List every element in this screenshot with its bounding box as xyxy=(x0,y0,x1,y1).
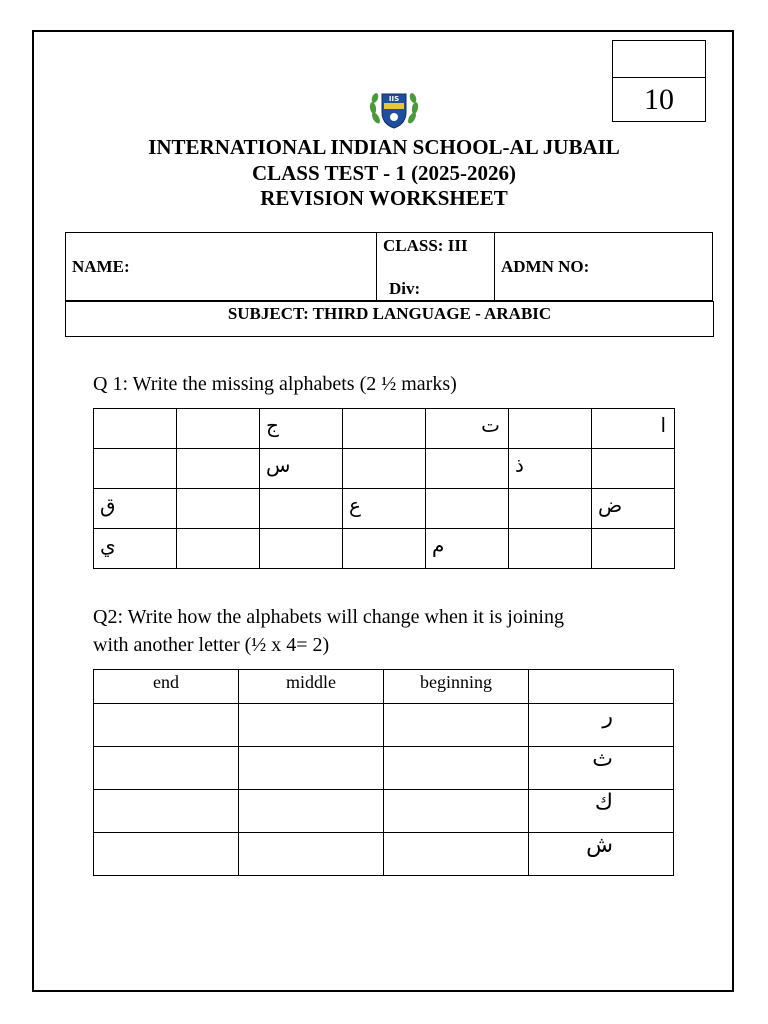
q2-answer-cell[interactable] xyxy=(384,747,529,790)
q2-answer-cell[interactable] xyxy=(239,790,384,833)
q1-row xyxy=(94,529,675,569)
q1-letter: ع xyxy=(349,493,361,517)
q1-cell[interactable] xyxy=(592,449,675,489)
q1-cell[interactable] xyxy=(94,529,177,569)
q1-letter: م xyxy=(432,533,445,557)
q2-row xyxy=(94,790,674,833)
q1-cell[interactable] xyxy=(260,449,343,489)
q1-cell[interactable] xyxy=(592,409,675,449)
q2-answer-cell[interactable] xyxy=(94,790,239,833)
q1-cell[interactable] xyxy=(343,449,426,489)
q1-cell[interactable] xyxy=(509,489,592,529)
q2-header-cell: beginning xyxy=(384,670,529,704)
q1-cell[interactable] xyxy=(177,489,260,529)
q1-letter: ت xyxy=(481,413,500,437)
name-cell xyxy=(66,233,377,301)
q2-header-row xyxy=(94,670,674,704)
q2-header-cell: middle xyxy=(239,670,384,704)
q2-answer-cell[interactable] xyxy=(94,747,239,790)
q1-cell[interactable] xyxy=(592,529,675,569)
q2-answer-cell[interactable] xyxy=(384,833,529,876)
q2-answer-cell[interactable] xyxy=(384,704,529,747)
admn-cell xyxy=(495,233,713,301)
q1-letter: ج xyxy=(266,413,279,437)
subject-row: SUBJECT: THIRD LANGUAGE - ARABIC xyxy=(65,301,714,337)
q2-text-line2: with another letter (½ x 4= 2) xyxy=(93,634,330,656)
q1-letter: ذ xyxy=(515,453,524,477)
q1-row xyxy=(94,449,675,489)
q2-answer-cell[interactable] xyxy=(239,704,384,747)
q2-row xyxy=(94,747,674,790)
q2-answer-cell[interactable] xyxy=(94,704,239,747)
q1-letter: ض xyxy=(598,493,623,517)
marks-box xyxy=(612,40,706,122)
q2-letter: ك xyxy=(529,790,674,833)
school-logo xyxy=(368,88,420,134)
q2-letter: ث xyxy=(529,747,674,790)
q1-cell[interactable] xyxy=(426,409,509,449)
q2-grid xyxy=(93,669,674,876)
q1-cell[interactable] xyxy=(177,409,260,449)
q1-cell[interactable] xyxy=(343,489,426,529)
q1-letter: س xyxy=(266,453,291,477)
q1-cell[interactable] xyxy=(509,449,592,489)
q1-cell[interactable] xyxy=(260,529,343,569)
q2-header-cell: end xyxy=(94,670,239,704)
name-label: NAME: xyxy=(72,256,130,276)
q1-cell[interactable] xyxy=(509,409,592,449)
q1-cell[interactable] xyxy=(426,529,509,569)
q1-letter: ق xyxy=(100,493,116,517)
test-title: CLASS TEST - 1 (2025-2026) xyxy=(251,161,517,185)
school-name: INTERNATIONAL INDIAN SCHOOL-AL JUBAIL xyxy=(148,135,620,159)
marks-value: 10 xyxy=(644,83,674,116)
q1-cell[interactable] xyxy=(426,449,509,489)
q2-answer-cell[interactable] xyxy=(94,833,239,876)
q1-row xyxy=(94,409,675,449)
q1-cell[interactable] xyxy=(260,489,343,529)
q1-text: Q 1: Write the missing alphabets (2 ½ marks) xyxy=(93,373,457,395)
q1-cell[interactable] xyxy=(177,449,260,489)
q1-cell[interactable] xyxy=(94,489,177,529)
q1-letter: ي xyxy=(100,533,116,557)
marks-box-top xyxy=(613,41,705,78)
q1-cell[interactable] xyxy=(343,529,426,569)
admn-label: ADMN NO: xyxy=(501,256,590,276)
class-cell xyxy=(377,233,495,301)
q2-text-line1: Q2: Write how the alphabets will change when it is joining xyxy=(93,606,564,628)
q1-grid xyxy=(93,408,675,569)
q2-answer-cell[interactable] xyxy=(239,747,384,790)
q2-answer-cell[interactable] xyxy=(239,833,384,876)
worksheet-title: REVISION WORKSHEET xyxy=(260,186,508,210)
logo-lettering: IIS xyxy=(388,95,400,103)
div-label: Div: xyxy=(389,279,421,298)
q1-cell[interactable] xyxy=(343,409,426,449)
student-info-table xyxy=(65,232,713,301)
q2-answer-cell[interactable] xyxy=(384,790,529,833)
q1-cell[interactable] xyxy=(94,409,177,449)
q2-header-cell xyxy=(529,670,674,704)
q1-cell[interactable] xyxy=(177,529,260,569)
q1-row xyxy=(94,489,675,529)
q1-cell[interactable] xyxy=(94,449,177,489)
q1-cell[interactable] xyxy=(260,409,343,449)
q1-cell[interactable] xyxy=(509,529,592,569)
q2-letter: ش xyxy=(529,833,674,876)
q2-row xyxy=(94,833,674,876)
q2-row xyxy=(94,704,674,747)
q2-letter: ر xyxy=(529,704,674,747)
q1-cell[interactable] xyxy=(592,489,675,529)
q1-cell[interactable] xyxy=(426,489,509,529)
class-label: CLASS: III xyxy=(383,236,468,255)
q1-letter: ا xyxy=(660,413,666,437)
